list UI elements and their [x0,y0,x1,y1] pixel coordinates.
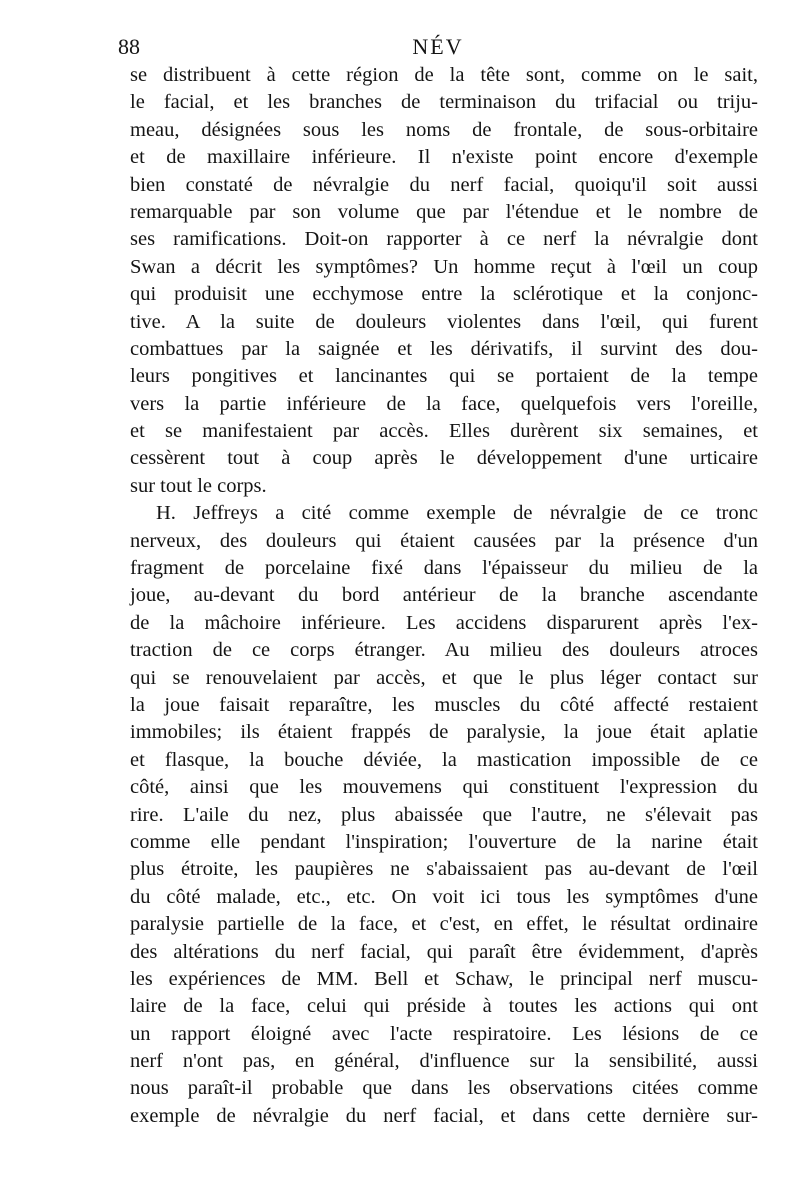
text-line: le facial, et les branches de terminaison du trifacial ou triju- [130,91,758,114]
text-line: nous paraît-il probable que dans les observations citées comme [130,1077,758,1100]
text-line: leurs pongitives et lancinantes qui se portaient de la tempe [130,365,758,388]
text-line: du côté malade, etc., etc. On voit ici tous les symptômes d'une [130,885,758,908]
text-line: bien constaté de névralgie du nerf facial, quoiqu'il soit aussi [130,173,758,196]
text-line: tive. A la suite de douleurs violentes dans l'œil, qui furent [130,310,758,333]
text-line: se distribuent à cette région de la tête sont, comme on le sait, [130,64,758,86]
text-line: la joue faisait reparaître, les muscles du côté affecté restaient [130,693,758,716]
text-line: traction de ce corps étranger. Au milieu des douleurs atroces [130,639,758,662]
text-line: plus étroite, les paupières ne s'abaissaient pas au-devant de l'œil [130,858,758,881]
text-line: comme elle pendant l'inspiration; l'ouverture de la narine était [130,830,758,853]
text-line: exemple de névralgie du nerf facial, et dans cette dernière sur- [130,1104,758,1127]
page-number: 88 [118,34,140,59]
text-line: côté, ainsi que les mouvemens qui constituent l'expression du [130,776,758,799]
text-line: qui se renouvelaient par accès, et que le plus léger contact sur [130,666,758,689]
text-line: nerf n'ont pas, en général, d'influence sur la sensibilité, aussi [130,1050,758,1073]
text-line: laire de la face, celui qui préside à toutes les actions qui ont [130,995,758,1018]
text-line: et se manifestaient par accès. Elles durèrent six semaines, et [130,420,758,443]
text-line: meau, désignées sous les noms de frontale, de sous-orbitaire [130,118,758,141]
text-line: les expériences de MM. Bell et Schaw, le principal nerf muscu- [130,967,758,990]
text-line: qui produisit une ecchymose entre la sclérotique et la conjonc- [130,283,758,306]
text-line: cessèrent tout à coup après le développement d'une urticaire [130,447,758,470]
text-line: nerveux, des douleurs qui étaient causées par la présence d'un [130,529,758,552]
text-line: Swan a décrit les symptômes? Un homme reçut à l'œil un coup [130,255,758,278]
text-line: fragment de porcelaine fixé dans l'épaisseur du milieu de la [130,557,758,580]
paragraph-first-line: H. Jeffreys a cité comme exemple de névralgie de ce tronc [156,502,758,525]
running-head: NÉV [412,34,464,59]
text-line: des altérations du nerf facial, qui paraît être évidemment, d'après [130,940,758,963]
text-line: et flasque, la bouche déviée, la mastication impossible de ce [130,748,758,771]
text-line: joue, au-devant du bord antérieur de la branche ascendante [130,584,758,607]
text-line: et de maxillaire inférieure. Il n'existe point encore d'exemple [130,146,758,169]
text-line: un rapport éloigné avec l'acte respiratoire. Les lésions de ce [130,1022,758,1045]
text-line: de la mâchoire inférieure. Les accidens disparurent après l'ex- [130,611,758,634]
text-line: immobiles; ils étaient frappés de paralysie, la joue était aplatie [130,721,758,744]
body-text [130,62,758,1130]
page-header [118,30,758,64]
text-line: paralysie partielle de la face, et c'est, en effet, le résultat ordinaire [130,913,758,936]
text-line: remarquable par son volume que par l'étendue et le nombre de [130,200,758,223]
text-line: sur tout le corps. [130,474,267,497]
text-line: rire. L'aile du nez, plus abaissée que l'autre, ne s'élevait pas [130,803,758,826]
text-line: combattues par la saignée et les dérivatifs, il survint des dou- [130,337,758,360]
text-line: vers la partie inférieure de la face, quelquefois vers l'oreille, [130,392,758,415]
text-line: ses ramifications. Doit-on rapporter à ce nerf la névralgie dont [130,228,758,251]
